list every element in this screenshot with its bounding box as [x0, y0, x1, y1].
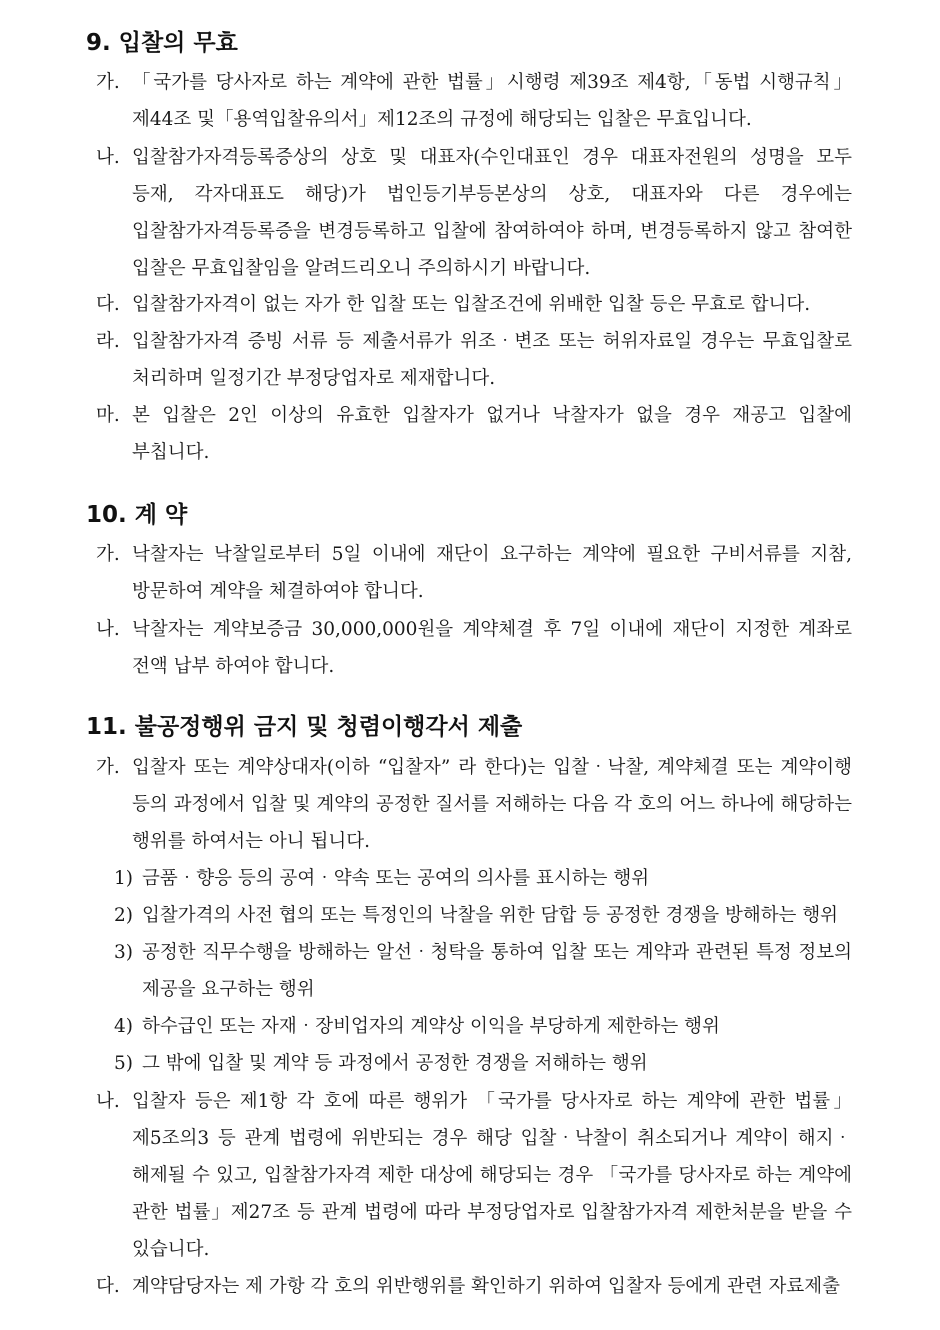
section-11-subitem-1 — [114, 860, 852, 897]
item-text: 본 입찰은 2인 이상의 유효한 입찰자가 없거나 낙찰자가 없을 경우 재공고 입찰에 부칩니다. — [132, 405, 852, 463]
item-marker: 나. — [96, 147, 120, 168]
item-marker: 가. — [96, 757, 120, 778]
item-text: 금품‧향응 등의 공여‧약속 또는 공여의 의사를 표시하는 행위 — [142, 868, 650, 889]
item-marker: 마. — [96, 405, 120, 426]
item-marker: 가. — [96, 544, 120, 565]
section-11-item-na — [96, 1083, 852, 1268]
section-10-heading: 10. 계 약 — [86, 502, 188, 528]
item-marker: 나. — [96, 1091, 120, 1112]
item-marker: 1) — [114, 868, 133, 889]
section-9-item-na — [96, 139, 852, 287]
item-marker: 3) — [114, 942, 133, 963]
item-text: 「국가를 당사자로 하는 계약에 관한 법률」시행령 제39조 제4항,「동법 시행규칙」제44조 및「용역입찰유의서」제12조의 규정에 해당되는 입찰은 무효입니다. — [132, 72, 852, 130]
section-9-item-ma — [96, 397, 852, 471]
item-text: 그 밖에 입찰 및 계약 등 과정에서 공정한 경쟁을 저해하는 행위 — [142, 1053, 648, 1074]
item-marker: 라. — [96, 331, 120, 352]
item-text: 낙찰자는 낙찰일로부터 5일 이내에 재단이 요구하는 계약에 필요한 구비서류를 지참, 방문하여 계약을 체결하여야 합니다. — [132, 544, 852, 602]
section-9-item-ra — [96, 323, 852, 397]
item-marker: 다. — [96, 1276, 120, 1297]
section-9-item-da — [96, 286, 852, 323]
section-9-item-ga — [96, 64, 852, 138]
item-text: 입찰참가자격 증빙 서류 등 제출서류가 위조‧변조 또는 허위자료일 경우는 무효입찰로 처리하며 일정기간 부정당업자로 제재합니다. — [132, 331, 852, 389]
item-marker: 다. — [96, 294, 120, 315]
item-text: 입찰자 또는 계약상대자(이하 “입찰자” 라 한다)는 입찰‧낙찰, 계약체결 또는 계약이행 등의 과정에서 입찰 및 계약의 공정한 질서를 저해하는 다음 각 호의 어느 하나에 해당하는 행위를 하여서는 아니 됩니다. — [132, 757, 852, 852]
section-11-subitem-4 — [114, 1008, 852, 1045]
section-10-item-na — [96, 611, 852, 685]
item-text: 입찰참가자격등록증상의 상호 및 대표자(수인대표인 경우 대표자전원의 성명을 모두 등재, 각자대표도 해당)가 법인등기부등본상의 상호, 대표자와 다른 경우에는 입찰참가자격등록증을 변경등록하고 입찰에 참여하여야 하며, 변경등록하지 않고 참여한 입찰은 무효입찰임을 알려드리오니 주의하시기 바랍니다. — [132, 147, 852, 279]
item-marker: 가. — [96, 72, 120, 93]
item-marker: 2) — [114, 905, 133, 926]
item-marker: 5) — [114, 1053, 133, 1074]
item-text: 공정한 직무수행을 방해하는 알선‧청탁을 통하여 입찰 또는 계약과 관련된 특정 정보의 제공을 요구하는 행위 — [142, 942, 852, 1000]
item-text: 입찰참가자격이 없는 자가 한 입찰 또는 입찰조건에 위배한 입찰 등은 무효로 합니다. — [132, 294, 811, 315]
item-text: 입찰자 등은 제1항 각 호에 따른 행위가 「국가를 당사자로 하는 계약에 관한 법률」제5조의3 등 관계 법령에 위반되는 경우 해당 입찰‧낙찰이 취소되거나 계약이 해지‧해제될 수 있고, 입찰참가자격 제한 대상에 해당되는 경우 「국가를 당사자로 하는 계약에 관한 법률」제27조 등 관계 법령에 따라 부정당업자로 입찰참가자격 제한처분을 받을 수 있습니다. — [132, 1091, 852, 1260]
item-text: 계약담당자는 제 가항 각 호의 위반행위를 확인하기 위하여 입찰자 등에게 관련 자료제출 — [132, 1276, 841, 1297]
item-text: 낙찰자는 계약보증금 30,000,000원을 계약체결 후 7일 이내에 재단이 지정한 계좌로 전액 납부 하여야 합니다. — [132, 619, 852, 677]
item-marker: 4) — [114, 1016, 133, 1037]
section-11-item-ga — [96, 749, 852, 860]
section-9-heading: 9. 입찰의 무효 — [86, 30, 238, 56]
section-11-subitem-3 — [114, 934, 852, 1008]
section-11-item-da — [96, 1268, 852, 1305]
item-text: 입찰가격의 사전 협의 또는 특정인의 낙찰을 위한 담합 등 공정한 경쟁을 방해하는 행위 — [142, 905, 839, 926]
item-text: 하수급인 또는 자재‧장비업자의 계약상 이익을 부당하게 제한하는 행위 — [142, 1016, 720, 1037]
section-11-heading: 11. 불공정행위 금지 및 청렴이행각서 제출 — [86, 714, 523, 740]
section-10-item-ga — [96, 536, 852, 610]
section-11-subitem-2 — [114, 897, 852, 934]
section-11-subitem-5 — [114, 1045, 852, 1082]
item-marker: 나. — [96, 619, 120, 640]
